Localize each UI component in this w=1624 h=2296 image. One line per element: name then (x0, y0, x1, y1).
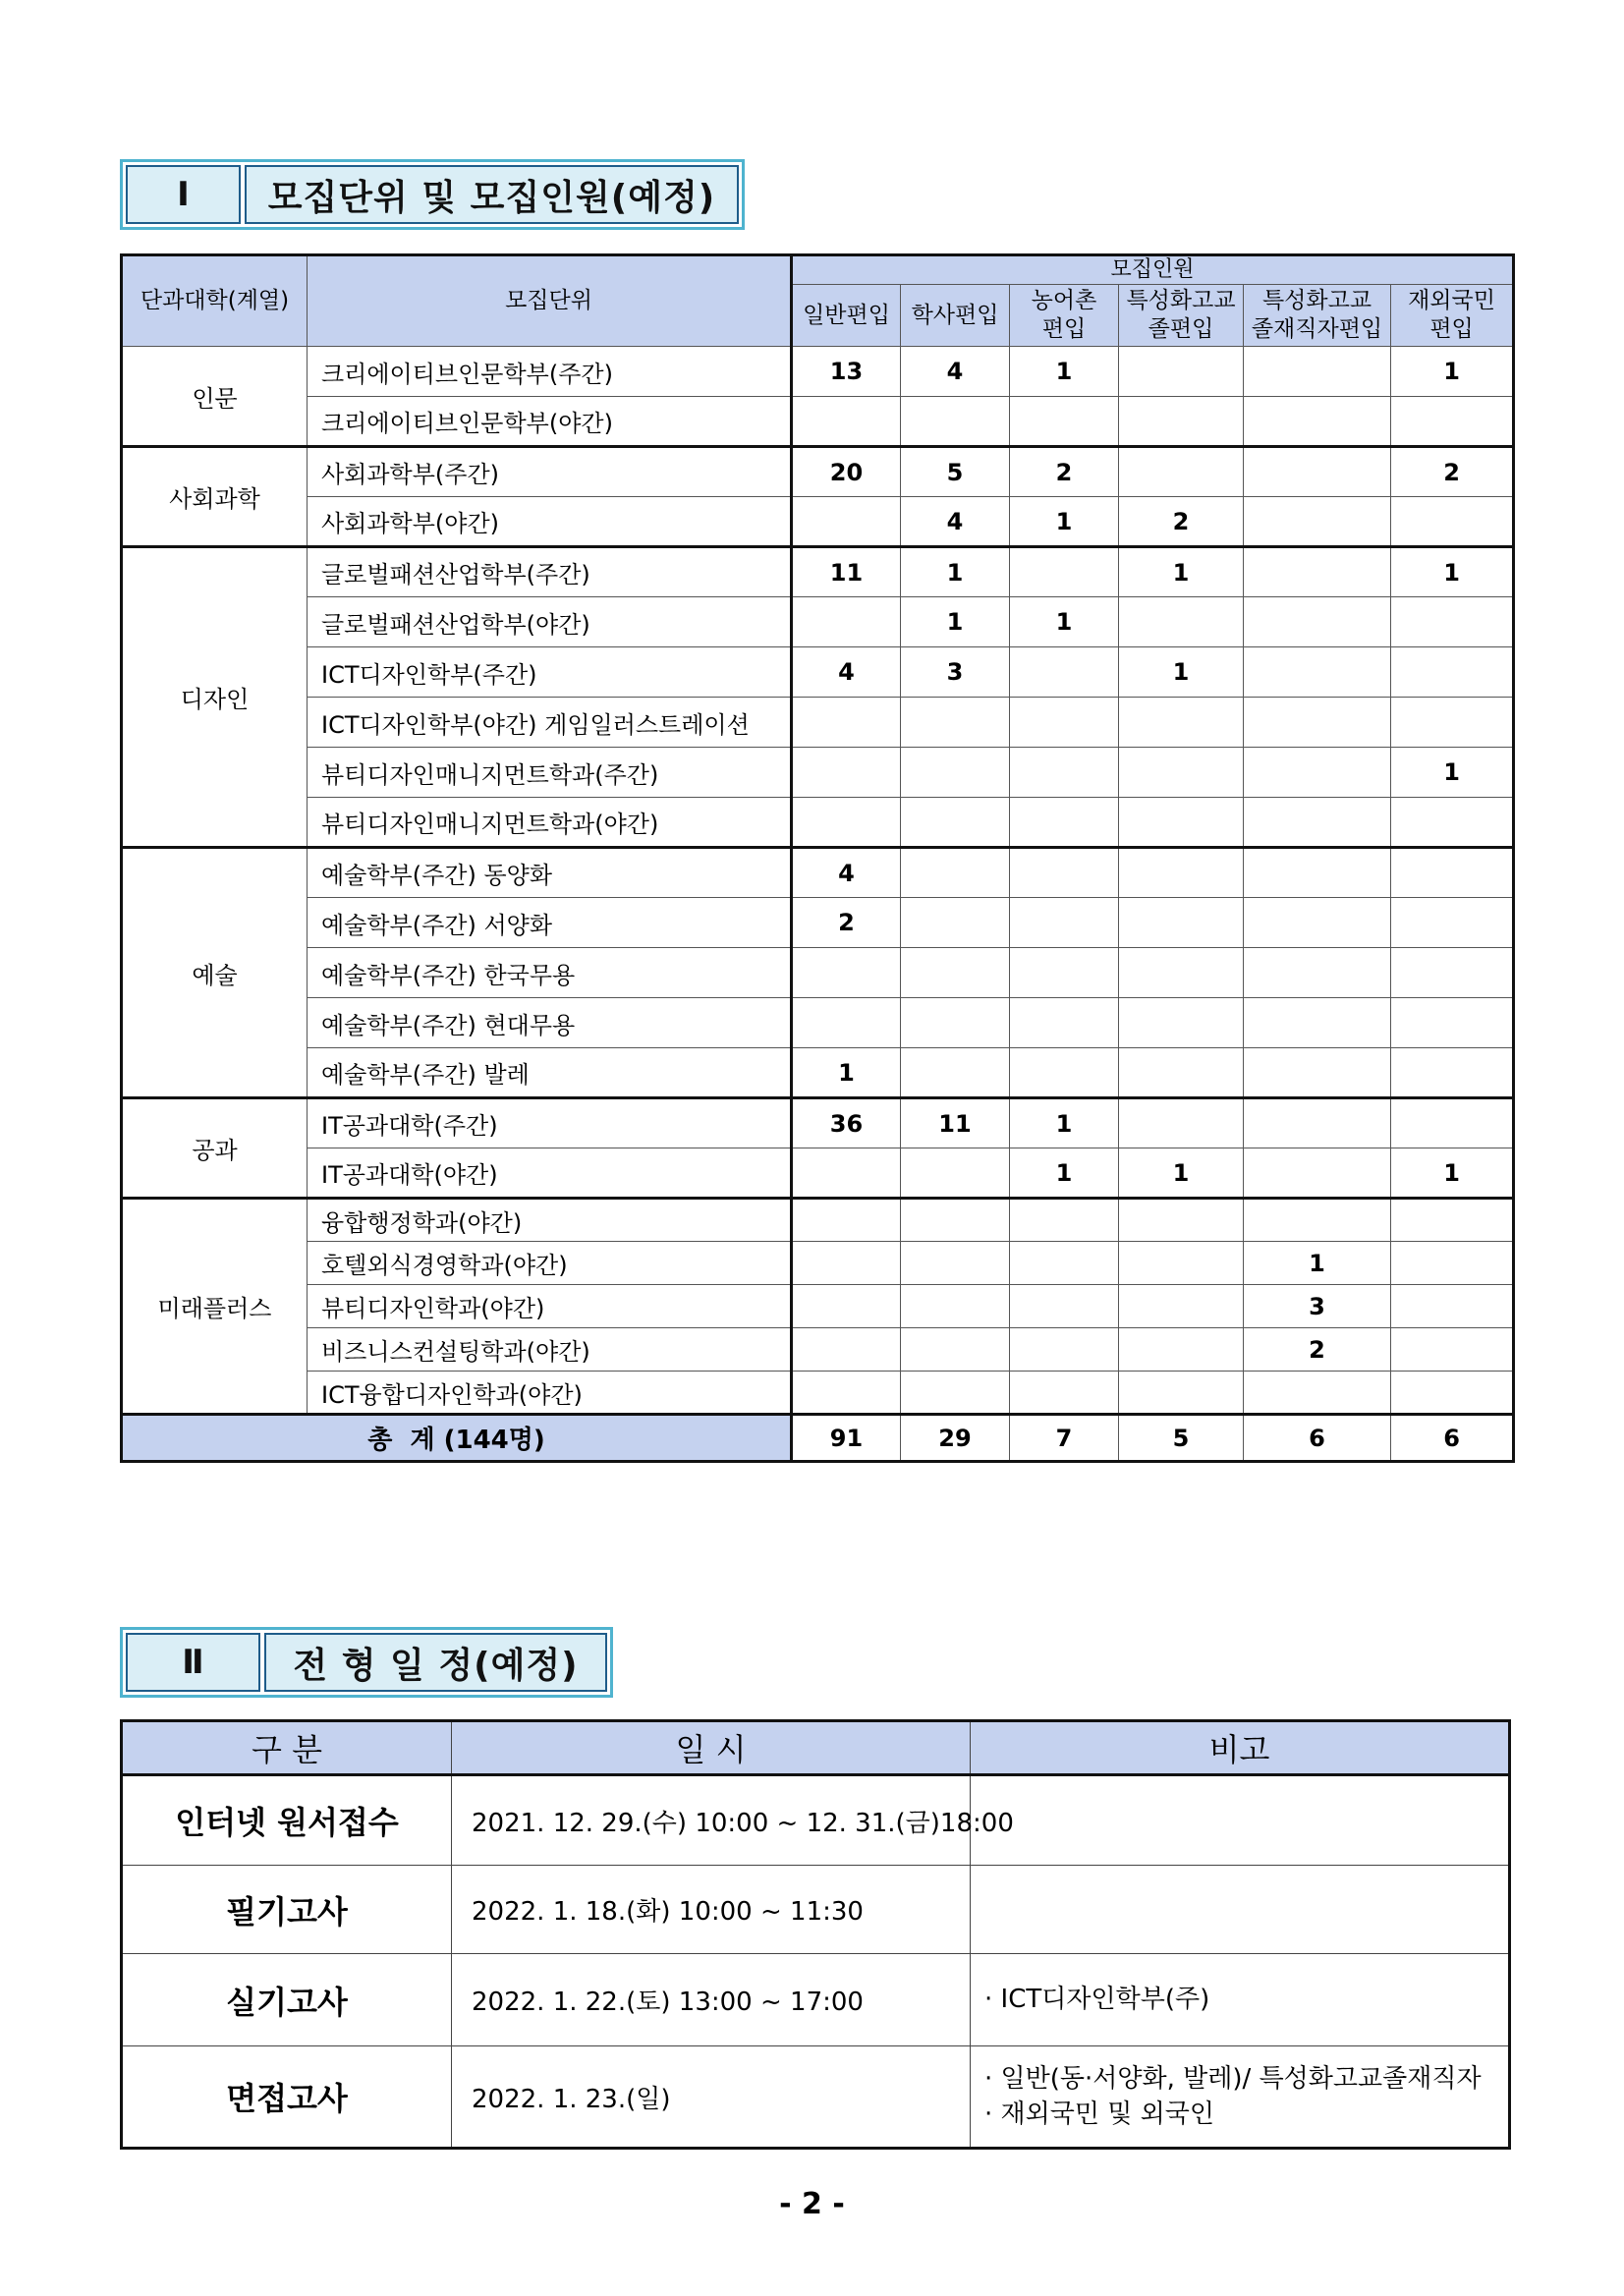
table-row (122, 1199, 1514, 1242)
schedule-note (971, 1775, 1510, 1866)
quota-cell (1119, 998, 1244, 1048)
unit-name: 크리에이티브인문학부(주간) (308, 347, 792, 397)
table-row (122, 347, 1514, 397)
quota-cell (1244, 397, 1391, 447)
total-cell: 6 (1391, 1415, 1514, 1462)
section-2-number: Ⅱ (126, 1633, 260, 1692)
quota-cell (1244, 1098, 1391, 1148)
unit-name: 예술학부(주간) 한국무용 (308, 948, 792, 998)
table-row (122, 1242, 1514, 1285)
quota-cell: 13 (792, 347, 901, 397)
quota-cell: 1 (1010, 347, 1119, 397)
table-row (122, 447, 1514, 497)
college-name: 디자인 (122, 547, 308, 848)
quota-cell (1244, 347, 1391, 397)
quota-cell (792, 948, 901, 998)
table-row (122, 647, 1514, 698)
header-quota-col: 농어촌 편입 (1010, 285, 1119, 347)
table-row (122, 1048, 1514, 1098)
quota-cell (1010, 748, 1119, 798)
quota-cell (1010, 1328, 1119, 1372)
schedule-note (971, 1954, 1510, 2046)
unit-name: 호텔외식경영학과(야간) (308, 1242, 792, 1285)
unit-name: IT공과대학(주간) (308, 1098, 792, 1148)
quota-cell (1244, 647, 1391, 698)
quota-cell (901, 1372, 1010, 1415)
quota-cell: 1 (1010, 597, 1119, 647)
schedule-kind: 실기고사 (122, 1954, 452, 2046)
quota-cell (1391, 1199, 1514, 1242)
unit-name: 뷰티디자인매니지먼트학과(야간) (308, 798, 792, 848)
quota-cell (901, 698, 1010, 748)
quota-cell: 2 (1010, 447, 1119, 497)
quota-cell: 11 (792, 547, 901, 597)
quota-cell (792, 497, 901, 547)
quota-cell: 20 (792, 447, 901, 497)
quota-cell: 1 (1010, 497, 1119, 547)
quota-cell (792, 1148, 901, 1199)
quota-cell: 2 (1119, 497, 1244, 547)
header-quota: 모집인원 (792, 255, 1514, 285)
unit-name: 예술학부(주간) 현대무용 (308, 998, 792, 1048)
section-1-number: Ⅰ (126, 165, 241, 224)
quota-cell (1010, 1199, 1119, 1242)
quota-cell (1119, 347, 1244, 397)
quota-cell: 4 (792, 848, 901, 898)
quota-cell (1391, 647, 1514, 698)
unit-name: ICT디자인학부(야간) 게임일러스트레이션 (308, 698, 792, 748)
total-row (122, 1415, 1514, 1462)
quota-cell: 1 (1010, 1098, 1119, 1148)
college-name: 예술 (122, 848, 308, 1098)
quota-cell (1391, 948, 1514, 998)
unit-name: 예술학부(주간) 서양화 (308, 898, 792, 948)
schedule-header-kind: 구 분 (122, 1721, 452, 1775)
quota-cell: 4 (901, 497, 1010, 547)
quota-cell (1244, 948, 1391, 998)
header-quota-col: 특성화고교 졸편입 (1119, 285, 1244, 347)
quota-cell (1244, 547, 1391, 597)
quota-cell: 2 (792, 898, 901, 948)
schedule-header-note: 비고 (971, 1721, 1510, 1775)
quota-cell: 1 (1010, 1148, 1119, 1199)
table-row (122, 1098, 1514, 1148)
quota-cell (1391, 798, 1514, 848)
college-name: 인문 (122, 347, 308, 447)
quota-cell (1010, 698, 1119, 748)
quota-cell (1244, 447, 1391, 497)
table-row (122, 597, 1514, 647)
quota-cell (1119, 1372, 1244, 1415)
quota-cell: 1 (1119, 1148, 1244, 1199)
quota-cell (1244, 1148, 1391, 1199)
quota-cell: 2 (1391, 447, 1514, 497)
quota-cell (1010, 798, 1119, 848)
table-row (122, 1372, 1514, 1415)
quota-cell (901, 1199, 1010, 1242)
quota-cell (901, 1328, 1010, 1372)
quota-cell (1244, 798, 1391, 848)
quota-cell (901, 397, 1010, 447)
quota-cell (1119, 1098, 1244, 1148)
schedule-row (122, 2046, 1510, 2149)
unit-name: IT공과대학(야간) (308, 1148, 792, 1199)
page-number: - 2 - (779, 2187, 845, 2221)
quota-cell (1010, 948, 1119, 998)
total-cell: 29 (901, 1415, 1010, 1462)
recruitment-table (120, 253, 1515, 1463)
schedule-kind: 면접고사 (122, 2046, 452, 2149)
quota-cell (901, 898, 1010, 948)
quota-cell (901, 748, 1010, 798)
unit-name: 융합행정학과(야간) (308, 1199, 792, 1242)
quota-cell: 1 (901, 547, 1010, 597)
quota-cell: 4 (792, 647, 901, 698)
quota-cell: 4 (901, 347, 1010, 397)
quota-cell (1010, 1242, 1119, 1285)
unit-name: 글로벌패션산업학부(야간) (308, 597, 792, 647)
quota-cell (901, 798, 1010, 848)
quota-cell (1010, 898, 1119, 948)
quota-cell (792, 1242, 901, 1285)
quota-cell (792, 1199, 901, 1242)
table-row (122, 698, 1514, 748)
quota-cell (792, 1328, 901, 1372)
quota-cell: 5 (901, 447, 1010, 497)
quota-cell (1119, 1048, 1244, 1098)
schedule-note-line: · ICT디자인학부(주) (984, 1985, 1210, 2015)
quota-cell (1391, 998, 1514, 1048)
table-row (122, 748, 1514, 798)
header-unit: 모집단위 (308, 255, 792, 347)
schedule-when: 2022. 1. 23.(일) (452, 2046, 971, 2149)
table-row (122, 998, 1514, 1048)
schedule-note-line: · 재외국민 및 외국인 (984, 2100, 1214, 2129)
schedule-header-when: 일 시 (452, 1721, 971, 1775)
quota-cell: 1 (1244, 1242, 1391, 1285)
quota-cell (901, 1285, 1010, 1328)
quota-cell: 36 (792, 1098, 901, 1148)
schedule-row (122, 1866, 1510, 1954)
quota-cell (1119, 597, 1244, 647)
quota-cell: 1 (1119, 547, 1244, 597)
total-cell: 91 (792, 1415, 901, 1462)
table-row (122, 1328, 1514, 1372)
quota-cell (1391, 1048, 1514, 1098)
quota-cell (1391, 848, 1514, 898)
college-name: 미래플러스 (122, 1199, 308, 1415)
schedule-table (120, 1719, 1511, 2150)
quota-cell (1391, 1285, 1514, 1328)
section-1-title: 모집단위 및 모집인원(예정) (245, 165, 739, 224)
header-quota-col: 일반편입 (792, 285, 901, 347)
unit-name: 예술학부(주간) 동양화 (308, 848, 792, 898)
quota-cell (1244, 748, 1391, 798)
quota-cell (792, 1372, 901, 1415)
header-college: 단과대학(계열) (122, 255, 308, 347)
unit-name: 뷰티디자인학과(야간) (308, 1285, 792, 1328)
quota-cell (1391, 698, 1514, 748)
quota-cell (1010, 1048, 1119, 1098)
unit-name: 뷰티디자인매니지먼트학과(주간) (308, 748, 792, 798)
quota-cell: 1 (1391, 748, 1514, 798)
table-row (122, 397, 1514, 447)
quota-cell (1119, 848, 1244, 898)
quota-cell (1244, 998, 1391, 1048)
quota-cell (1119, 748, 1244, 798)
quota-cell (1010, 998, 1119, 1048)
quota-cell: 1 (901, 597, 1010, 647)
table-row (122, 1285, 1514, 1328)
header-quota-col: 재외국민 편입 (1391, 285, 1514, 347)
quota-cell (792, 748, 901, 798)
quota-cell (1119, 798, 1244, 848)
quota-cell (792, 1285, 901, 1328)
quota-cell (1244, 497, 1391, 547)
quota-cell (901, 948, 1010, 998)
unit-name: 사회과학부(주간) (308, 447, 792, 497)
quota-cell (1119, 948, 1244, 998)
table-row (122, 547, 1514, 597)
unit-name: ICT융합디자인학과(야간) (308, 1372, 792, 1415)
college-name: 사회과학 (122, 447, 308, 547)
quota-cell (1119, 1242, 1244, 1285)
quota-cell: 3 (901, 647, 1010, 698)
quota-cell (1010, 1372, 1119, 1415)
quota-cell (1391, 1242, 1514, 1285)
quota-cell (1391, 397, 1514, 447)
quota-cell (1244, 848, 1391, 898)
quota-cell (1119, 898, 1244, 948)
total-cell: 5 (1119, 1415, 1244, 1462)
quota-cell (1119, 397, 1244, 447)
unit-name: 예술학부(주간) 발레 (308, 1048, 792, 1098)
unit-name: 글로벌패션산업학부(주간) (308, 547, 792, 597)
quota-cell (1119, 1199, 1244, 1242)
quota-cell (1010, 1285, 1119, 1328)
header-quota-col: 특성화고교 졸재직자편입 (1244, 285, 1391, 347)
quota-cell (792, 698, 901, 748)
quota-cell (1244, 898, 1391, 948)
schedule-kind: 인터넷 원서접수 (122, 1775, 452, 1866)
quota-cell (1244, 1199, 1391, 1242)
schedule-kind: 필기고사 (122, 1866, 452, 1954)
table-row (122, 798, 1514, 848)
total-cell: 7 (1010, 1415, 1119, 1462)
quota-cell (1244, 1372, 1391, 1415)
quota-cell (1391, 1098, 1514, 1148)
quota-cell (1391, 497, 1514, 547)
quota-cell (901, 848, 1010, 898)
schedule-note (971, 2046, 1510, 2149)
table-row (122, 848, 1514, 898)
quota-cell (1244, 698, 1391, 748)
quota-cell: 1 (1391, 547, 1514, 597)
schedule-when: 2022. 1. 22.(토) 13:00 ~ 17:00 (452, 1954, 971, 2046)
quota-cell (901, 1048, 1010, 1098)
quota-cell (1244, 1048, 1391, 1098)
quota-cell: 3 (1244, 1285, 1391, 1328)
quota-cell (1244, 597, 1391, 647)
quota-cell (792, 597, 901, 647)
section-1-header (120, 159, 745, 230)
section-2-title: 전 형 일 정(예정) (264, 1633, 607, 1692)
quota-cell (792, 397, 901, 447)
total-label: 총 계 (144명) (122, 1415, 792, 1462)
quota-cell (792, 998, 901, 1048)
schedule-note-line: · 일반(동·서양화, 발레)/ 특성화고교졸재직자 (984, 2063, 1482, 2094)
unit-name: 크리에이티브인문학부(야간) (308, 397, 792, 447)
table-row (122, 948, 1514, 998)
quota-cell: 1 (1391, 1148, 1514, 1199)
quota-cell (1010, 848, 1119, 898)
quota-cell (1391, 1328, 1514, 1372)
table-row (122, 497, 1514, 547)
quota-cell (1119, 447, 1244, 497)
quota-cell (1119, 1328, 1244, 1372)
quota-cell (901, 998, 1010, 1048)
quota-cell: 2 (1244, 1328, 1391, 1372)
quota-cell (1010, 547, 1119, 597)
quota-cell (792, 798, 901, 848)
total-cell: 6 (1244, 1415, 1391, 1462)
quota-cell: 1 (1391, 347, 1514, 397)
unit-name: 사회과학부(야간) (308, 497, 792, 547)
schedule-note (971, 1866, 1510, 1954)
unit-name: ICT디자인학부(주간) (308, 647, 792, 698)
schedule-row (122, 1954, 1510, 2046)
section-2-header (120, 1627, 613, 1698)
quota-cell: 1 (792, 1048, 901, 1098)
quota-cell (1391, 597, 1514, 647)
schedule-when: 2022. 1. 18.(화) 10:00 ~ 11:30 (452, 1866, 971, 1954)
table-row (122, 1148, 1514, 1199)
quota-cell (901, 1148, 1010, 1199)
header-quota-col: 학사편입 (901, 285, 1010, 347)
quota-cell (1010, 397, 1119, 447)
quota-cell (1391, 898, 1514, 948)
college-name: 공과 (122, 1098, 308, 1199)
unit-name: 비즈니스컨설팅학과(야간) (308, 1328, 792, 1372)
quota-cell (1119, 698, 1244, 748)
quota-cell: 1 (1119, 647, 1244, 698)
schedule-row (122, 1775, 1510, 1866)
quota-cell (1010, 647, 1119, 698)
quota-cell (1119, 1285, 1244, 1328)
quota-cell (901, 1242, 1010, 1285)
quota-cell (1391, 1372, 1514, 1415)
schedule-when: 2021. 12. 29.(수) 10:00 ~ 12. 31.(금)18:00 (452, 1775, 971, 1866)
quota-cell: 11 (901, 1098, 1010, 1148)
table-row (122, 898, 1514, 948)
